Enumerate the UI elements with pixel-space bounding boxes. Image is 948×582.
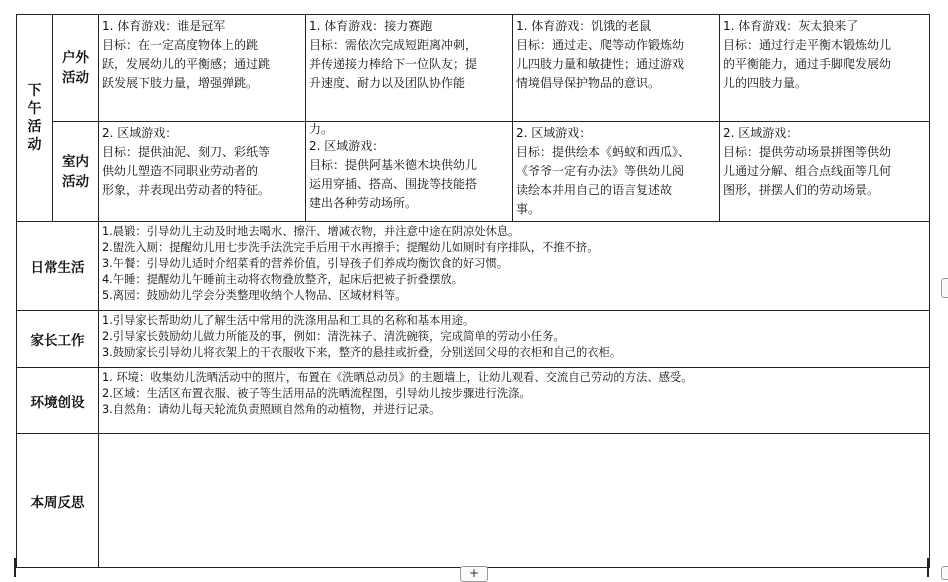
cell-line: 读绘本并用自己的语言复述故: [516, 183, 673, 197]
reflection-label[interactable]: [17, 434, 99, 568]
cell-line: 1. 体育游戏：谁是冠军: [102, 19, 226, 33]
environment-row: [17, 368, 930, 434]
table-continuation-left: [14, 558, 16, 577]
afternoon-indoor-row: [17, 122, 930, 222]
afternoon-outdoor-row: [17, 15, 930, 122]
cell-line: 目标：提供油泥、刻刀、彩纸等: [102, 145, 271, 159]
cell-line: 3.鼓励家长引导幼儿将衣架上的干衣服收下来，整齐的悬挂或折叠，分别送回父母的衣柜和自己的衣柜。: [102, 346, 622, 359]
column-resize-handle[interactable]: [941, 278, 948, 298]
plus-icon: +: [468, 566, 480, 580]
daily-life-label[interactable]: [17, 222, 99, 311]
cell-line: 1. 环境：收集幼儿洗晒活动中的照片，布置在《洗晒总动员》的主题墙上，让幼儿观看、交流自己劳动的方法、感受。: [102, 371, 693, 384]
cell-line: 2. 区域游戏：: [516, 126, 592, 140]
environment-label[interactable]: [17, 368, 99, 434]
daily-life-cell[interactable]: [99, 222, 930, 311]
parent-work-label-text: 家长工作: [30, 333, 85, 349]
cell-line: 事。: [516, 202, 541, 216]
cell-line: 1.晨锻：引导幼儿主动及时地去喝水、擦汗、增减衣物，并注意中途在阴凉处休息。: [102, 225, 520, 238]
reflection-label-text: 本周反思: [30, 494, 85, 511]
cell-line: 4.午睡：提醒幼儿午睡前主动将衣物叠放整齐，起床后把被子折叠摆放。: [102, 273, 463, 286]
cell-line: 1. 体育游戏：接力赛跑: [309, 19, 433, 33]
cell-line: 目标：提供阿基米德木块供幼儿: [309, 158, 478, 172]
cell-line: 3.午餐：引导幼儿适时介绍菜肴的营养价值，引导孩子们养成均衡饮食的好习惯。: [102, 257, 509, 270]
reflection-row: [17, 434, 930, 568]
cell-line: 力。: [309, 122, 334, 136]
cell-line: 建出各种劳动场所。: [309, 196, 418, 210]
indoor-cell-day2[interactable]: [306, 122, 513, 222]
cell-line: 2. 区域游戏：: [309, 139, 385, 153]
cell-line: 的平衡能力，通过手脚爬发展幼: [723, 57, 892, 71]
reflection-cell[interactable]: [99, 434, 930, 568]
cell-line: 供幼儿塑造不同职业劳动者的: [102, 164, 259, 178]
cell-line: 目标：提供绘本《蚂蚁和西瓜》、: [516, 145, 691, 159]
cell-line: 2. 区域游戏：: [723, 126, 799, 140]
daily-life-label-text: 日常生活: [30, 260, 85, 276]
cell-line: 目标：提供劳动场景拼图等供幼: [723, 145, 892, 159]
cell-line: 儿通过分解、组合点线面等几何: [723, 164, 892, 178]
cell-line: 1. 体育游戏：饥饿的老鼠: [516, 19, 652, 33]
cell-line: 目标：通过行走平衡木锻炼幼儿: [723, 38, 892, 52]
cell-line: 并传递接力棒给下一位队友；提: [309, 57, 478, 71]
cell-line: 儿四肢力量和敏捷性；通过游戏: [516, 57, 685, 71]
cell-line: 《爷爷一定有办法》等供幼儿阅: [516, 164, 685, 178]
cell-line: 形象，并表现出劳动者的特征。: [102, 183, 271, 197]
daily-life-row: [17, 222, 930, 311]
table-continuation-right: [927, 558, 929, 577]
parent-work-cell[interactable]: [99, 311, 930, 368]
cell-line: 跃发展下肢力量，增强弹跳。: [102, 76, 259, 90]
outdoor-activity-label[interactable]: [53, 15, 99, 122]
cell-line: 1.引导家长帮助幼儿了解生活中常用的洗涤用品和工具的名称和基本用途。: [102, 314, 475, 327]
weekly-plan-sheet: [16, 14, 929, 559]
weekly-plan-table: [16, 14, 930, 568]
cell-line: 2.引导家长鼓励幼儿做力所能及的事，例如：清洗袜子、清洗碗筷，完成简单的劳动小任务。: [102, 330, 565, 343]
parent-work-row: [17, 311, 930, 368]
outdoor-cell-day2[interactable]: [306, 15, 513, 122]
cell-line: 2.盥洗入厕：提醒幼儿用七步洗手法洗完手后用干水再擦手；提醒幼儿如厕时有序排队，不推不挤。: [102, 241, 599, 254]
environment-cell[interactable]: [99, 368, 930, 434]
cell-line: 目标：通过走、爬等动作锻炼幼: [516, 38, 685, 52]
indoor-activity-label[interactable]: [53, 122, 99, 222]
indoor-cell-day4[interactable]: [720, 122, 930, 222]
cell-line: 升速度、耐力以及团队协作能: [309, 76, 466, 90]
outdoor-cell-day1[interactable]: [99, 15, 306, 122]
indoor-cell-day3[interactable]: [513, 122, 720, 222]
cell-line: 目标：需依次完成短距离冲刺，: [309, 38, 478, 52]
cell-line: 2. 区域游戏：: [102, 126, 178, 140]
indoor-activity-label-text: 室内活动: [62, 153, 89, 190]
cell-line: 儿的四肢力量。: [723, 76, 808, 90]
cell-line: 运用穿插、搭高、围拢等技能搭: [309, 177, 478, 191]
outdoor-cell-day4[interactable]: [720, 15, 930, 122]
cell-line: 目标：在一定高度物体上的跳: [102, 38, 259, 52]
table-resize-handle[interactable]: [941, 566, 948, 580]
outdoor-activity-label-text: 户外活动: [62, 50, 89, 86]
cell-line: 3.自然角：请幼儿每天轮流负责照顾自然角的动植物，并进行记录。: [102, 403, 441, 416]
cell-line: 情境倡导保护物品的意识。: [516, 76, 661, 90]
cell-line: 5.离园：鼓励幼儿学会分类整理收纳个人物品、区域材料等。: [102, 289, 407, 302]
afternoon-label[interactable]: [17, 15, 53, 222]
cell-line: 跃，发展幼儿的平衡感；通过跳: [102, 57, 271, 71]
cell-line: 图形，拼摆人们的劳动场景。: [723, 183, 880, 197]
indoor-cell-day1[interactable]: [99, 122, 306, 222]
add-row-button[interactable]: [460, 566, 488, 582]
cell-line: 1. 体育游戏：灰太狼来了: [723, 19, 859, 33]
parent-work-label[interactable]: [17, 311, 99, 368]
afternoon-label-text: 下午活动: [27, 83, 42, 153]
cell-line: 2.区域：生活区布置衣服、被子等生活用品的洗晒流程图，引导幼儿按步骤进行洗涤。: [102, 387, 531, 400]
environment-label-text: 环境创设: [30, 394, 85, 411]
outdoor-cell-day3[interactable]: [513, 15, 720, 122]
